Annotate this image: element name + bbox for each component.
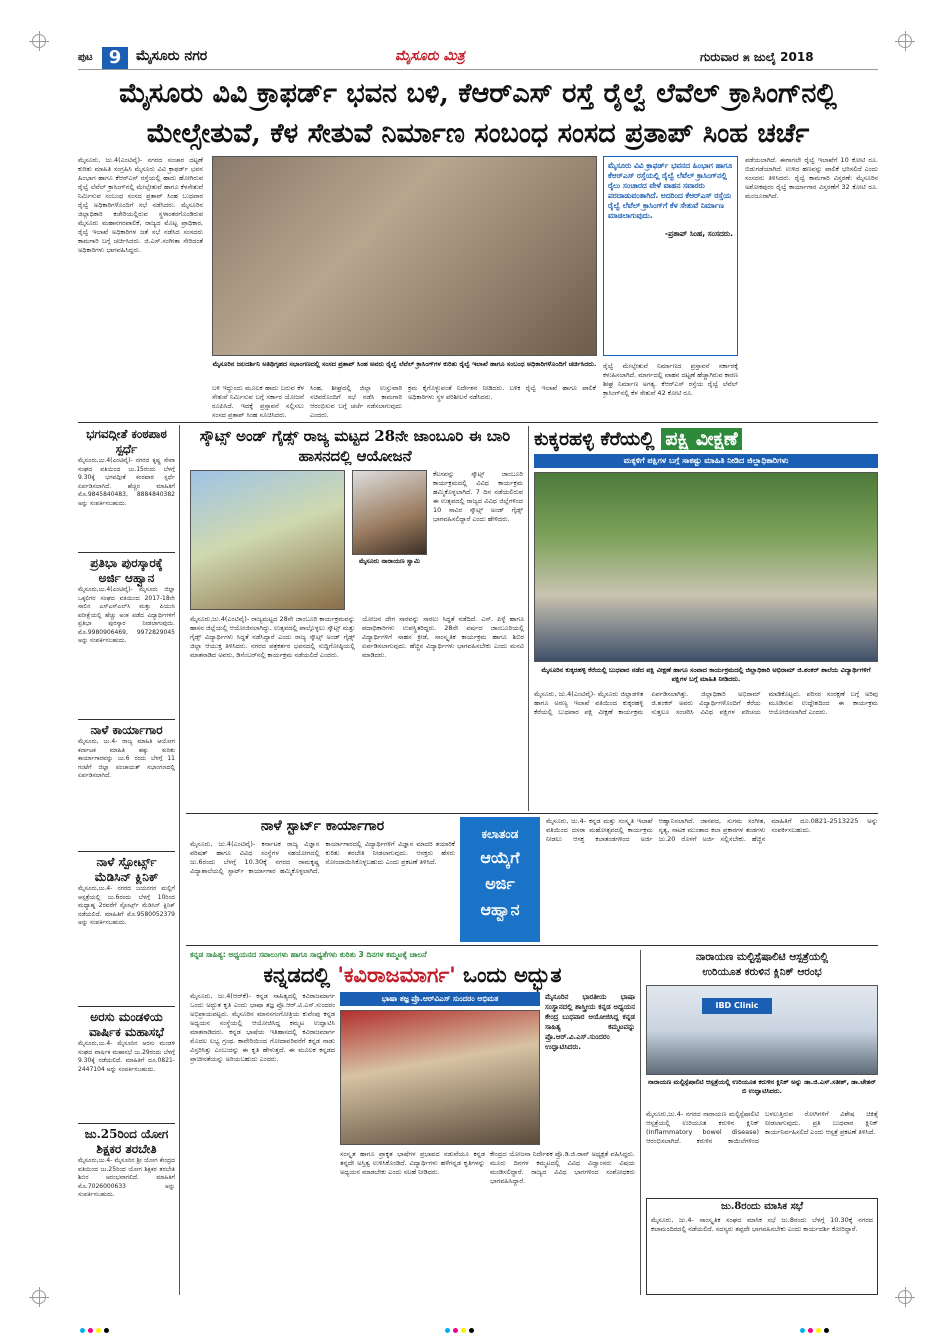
- brief-3-text: ಮೈಸೂರು, ಜು.4- ರಾಜ್ಯ ಮಾಹಿತಿ ಆಯೋಗ ಕರ್ನಾಟಕ ಮಾಹಿತಿ ಹಕ್ಕು ಕುರಿತು ಕಾರ್ಯಾಗಾರವನ್ನು ಜು.6 ರಂದು ಬೆಳಗ್ಗೆ 11 ಗಂಟೆಗೆ ಜಿಲ್ಲಾ ಪಂಚಾಯತ್ ಸಭಾಂಗಣದಲ್ಲಿ ಏರ್ಪಡಿಸಲಾಗಿದೆ.: [78, 738, 175, 779]
- kalatanda-line4: ಆಹ್ವಾನ: [480, 900, 520, 919]
- clinic-headline-line2: ಉರಿಯೂತ ಕರುಳಿನ ಕ್ಲಿನಿಕ್ ಆರಂಭ: [702, 966, 822, 978]
- registration-mark: [898, 34, 912, 48]
- page-label: ಪುಟ: [78, 52, 93, 63]
- birds-photo-caption: ಮೈಸೂರಿನ ಕುಕ್ಕರಹಳ್ಳಿ ಕೆರೆಯಲ್ಲಿ ಬುಧವಾರ ನಡೆದ ಪಕ್ಷಿ ವೀಕ್ಷಣೆ ಹಾಗೂ ಸಂವಾದ ಕಾರ್ಯಕ್ರಮದಲ್ಲಿ ಜಿಲ್ಲಾಧಿಕಾರಿ ಅಭಿರಾಮ್ ಜಿ.ಶಂಕರ್ ಶಾಲೆಯ ವಿದ್ಯಾರ್ಥಿಗಳಿಗೆ ಪಕ್ಷಿಗಳ ಬಗ್ಗೆ ಮಾಹಿತಿ ನೀಡಿದರು.: [541, 666, 871, 683]
- column-rule: [528, 426, 529, 811]
- registration-mark: [898, 1290, 912, 1304]
- section-divider: [186, 813, 878, 814]
- kalatanda-body: ಮೈಸೂರು, ಜು.4- ಕನ್ನಡ ಮತ್ತು ಸಂಸ್ಕೃತಿ ಇಲಾಖೆ ವತಿಯಿಂದ ದಸರಾ ಮಹೋತ್ಸವದಲ್ಲಿ ಕಾರ್ಯಕ್ರಮ ನೀಡಲು ಆಸಕ್ತ ಕಲಾತಂಡಗಳಿಂದ ಅರ್ಜಿ ಆಹ್ವಾನಿಸಲಾಗಿದೆ. ಜಾನಪದ, ಸುಗಮ ಸಂಗೀತ, ನೃತ್ಯ, ನಾಟಕ ಮುಂತಾದ ಕಲಾ ಪ್ರಕಾರಗಳ ತಂಡಗಳು ಜು.20 ರೊಳಗೆ ಅರ್ಜಿ ಸಲ್ಲಿಸಬೇಕು. ಹೆಚ್ಚಿನ ಮಾಹಿತಿಗೆ ದೂ.0821-2513225 ಅನ್ನು ಸಂಪರ್ಕಿಸಬಹುದು.: [546, 817, 878, 843]
- section-name: ಮೈಸೂರು ನಗರ: [136, 48, 208, 64]
- lead-photo-caption: ಮೈಸೂರಿನ ಜಲದರ್ಶಿನಿ ಅತಿಥಿಗೃಹದ ಸಭಾಂಗಣದಲ್ಲಿ ಸಂಸದ ಪ್ರತಾಪ್ ಸಿಂಹ ಅವರು ರೈಲ್ವೆ ಲೆವೆಲ್ ಕ್ರಾಸಿಂಗ್‌ಗಳ ಕುರಿತು ರೈಲ್ವೆ ಇಲಾಖೆ ಹಾಗೂ ಸಂಬಂಧ ಅಧಿಕಾರಿಗಳೊಂದಿಗೆ ಚರ್ಚಿಸಿದರು.: [212, 360, 597, 368]
- column-rule: [640, 950, 641, 1295]
- scouts-photo: [190, 470, 345, 610]
- brief-6-text: ಮೈಸೂರು,ಜು.4- ಮೈಸೂರಿನ ಶ್ರೀ ಯೋಗ ಕೇಂದ್ರದ ವತಿಯಿಂದ ಜು.25ರಿಂದ ಯೋಗ ಶಿಕ್ಷಕರ ತರಬೇತಿ ಶಿಬಿರ ಆರಂಭವಾಗಲಿದೆ. ಮಾಹಿತಿಗೆ ಮೊ.7026000633 ಅನ್ನು ಸಂಪರ್ಕಿಸಬಹುದು.: [78, 1157, 175, 1198]
- start-body: ಮೈಸೂರು, ಜು.4(ಎಂಟಿವೈ)- ಕರ್ನಾಟಕ ರಾಜ್ಯ ವಿಜ್ಞಾನ ಪರಿಷತ್ ಹಾಗೂ ವಿವಿಧ ಸಂಸ್ಥೆಗಳ ಸಹಯೋಗದಲ್ಲಿ ಜು.6ರಂದು ಬೆಳಗ್ಗೆ 10.30ಕ್ಕೆ ನಗರದ ರಾಮಕೃಷ್ಣ ವಿದ್ಯಾಶಾಲೆಯಲ್ಲಿ ಸ್ಟಾರ್ಟ್ ಕಾರ್ಯಾಗಾರ ಹಮ್ಮಿಕೊಳ್ಳಲಾಗಿದೆ. ಕಾರ್ಯಾಗಾರದಲ್ಲಿ ವಿದ್ಯಾರ್ಥಿಗಳಿಗೆ ವಿಜ್ಞಾನ ಮಾದರಿ ತಯಾರಿಕೆ ಕುರಿತು ತರಬೇತಿ ನೀಡಲಾಗುವುದು. ಆಸಕ್ತರು ಹೆಸರು ನೋಂದಾಯಿಸಿಕೊಳ್ಳಬಹುದು ಎಂದು ಪ್ರಕಟಣೆ ತಿಳಿಸಿದೆ.: [190, 840, 455, 875]
- birds-headline-accent: ಪಕ್ಷಿ ವೀಕ್ಷಣೆ: [661, 428, 742, 450]
- registration-mark: [32, 34, 46, 48]
- lead-col-5: ರೈಲ್ವೆ ಮೇಲ್ಸೇತುವೆ ನಿರ್ಮಾಣದ ಪ್ರಸ್ತಾವನೆ ಸರ್ಕಾರಕ್ಕೆ ಕಳುಹಿಸಲಾಗಿದೆ. ಮಾರ್ಗದಲ್ಲಿ ವಾಹನ ದಟ್ಟಣೆ ಹೆಚ್ಚಾಗಿರುವ ಕಾರಣ ಶೀಘ್ರ ನಿರ್ಮಾಣ ಅಗತ್ಯ. ಕೆಆರ್‌ಎಸ್ ರಸ್ತೆಯ ರೈಲ್ವೆ ಲೆವೆಲ್ ಕ್ರಾಸಿಂಗ್‌ನಲ್ಲಿ ಕೆಳ ಸೇತುವೆ 42 ಕೋಟಿ ರೂ.: [603, 362, 738, 397]
- clinic-headline-line1: ನಾರಾಯಣ ಮಲ್ಟಿಸ್ಪೆಷಾಲಿಟಿ ಆಸ್ಪತ್ರೆಯಲ್ಲಿ: [695, 951, 829, 963]
- scouts-headline: ಸ್ಕೌಟ್ಸ್ ಅಂಡ್ ಗೈಡ್ಸ್ ರಾಜ್ಯ ಮಟ್ಟದ 28ನೇ ಜಾಂಬೂರಿ ಈ ಬಾರಿ ಹಾಸನದಲ್ಲಿ ಆಯೋಜನೆ: [199, 427, 511, 465]
- birds-photo: [534, 472, 878, 662]
- print-color-dots: [445, 1318, 505, 1326]
- clinic-sign: IBD Clinic: [702, 998, 772, 1014]
- clinic-headline: [646, 950, 878, 980]
- kalatanda-line2: ಆಯ್ಕೆಗೆ: [480, 848, 520, 867]
- brief-4-head: ನಾಳೆ ಸ್ಪೋರ್ಟ್ಸ್ ಮೆಡಿಸಿನ್ ಕ್ಲಿನಿಕ್: [94, 855, 159, 884]
- start-headline: ನಾಳೆ ಸ್ಟಾರ್ಟ್ ಕಾರ್ಯಾಗಾರ: [260, 818, 385, 834]
- portrait-caption: ಮೈಸೂರು ನಾರಾಯಣ ಸ್ವಾಮಿ: [358, 557, 421, 565]
- scouts-col-right: ಕೆಲಸವನ್ನು ಸ್ಕೌಟ್ಸ್ ಜಾಂಬೂರಿ ಕಾರ್ಯಕ್ರಮದಲ್ಲಿ ವಿವಿಧ ಕಾರ್ಯಕ್ರಮ ಹಮ್ಮಿಕೊಳ್ಳಲಾಗಿದೆ. 7 ದಿನ ನಡೆಯಲಿರುವ ಈ ಉತ್ಸವದಲ್ಲಿ ರಾಜ್ಯದ ವಿವಿಧ ಜಿಲ್ಲೆಗಳಿಂದ 10 ಸಾವಿರ ಸ್ಕೌಟ್ಸ್ ಅಂಡ್ ಗೈಡ್ಸ್ ಭಾಗವಹಿಸಲಿದ್ದಾರೆ ಎಂದು ಹೇಳಿದರು.: [433, 470, 523, 523]
- lead-col-1: ಮೈಸೂರು, ಜು.4(ಎಂಟಿವೈ)- ನಗರದ ಸಂಚಾರ ದಟ್ಟಣೆ ಕುರಿತು ಮಾಹಿತಿ ಸಂಗ್ರಹಿಸಿ ಮೈಸೂರು ವಿವಿ ಕ್ರಾಫರ್ಡ್ ಭವನ ಹಿಂಭಾಗ ಹಾಗೂ ಕೆಆರ್‌ಎಸ್ ರಸ್ತೆಯಲ್ಲಿ ಹಾದು ಹೋಗಿರುವ ರೈಲ್ವೆ ಲೆವೆಲ್ ಕ್ರಾಸಿಂಗ್‌ನಲ್ಲಿ ಮೇಲ್ಸೇತುವೆ ಹಾಗೂ ಕೆಳಸೇತುವೆ ನಿರ್ಮಿಸುವ ಸಂಬಂಧ ಸಂಸದ ಪ್ರತಾಪ್ ಸಿಂಹ ಬುಧವಾರ ರೈಲ್ವೆ ಅಧಿಕಾರಿಗಳೊಂದಿಗೆ ಸಭೆ ನಡೆಸಿದರು. ಮೈಸೂರಿನ ಜಿಲ್ಲಾಧಿಕಾರಿ ಕಚೇರಿಯಲ್ಲಿರುವ ಸ್ಥಳಾಂತರಗೊಂಡಿರುವ ಮೈಸೂರು ಮಹಾನಗರಪಾಲಿಕೆ, ರಾಜ್ಯದ ಮೊಟ್ಟ ಪ್ರಾಧಿಕಾರ, ರೈಲ್ವೆ ಇಲಾಖೆ ಅಧಿಕಾರಿಗಳ ಜತೆ ಸಭೆ ನಡೆಸಿದ ಸಂಸದರು ಕಾಮಗಾರಿ ಬಗ್ಗೆ ಚರ್ಚಿಸಿದರು. ಜಿ.ಎಸ್.ಸಂಗೀತಾ ಸೇರಿದಂತೆ ಅಧಿಕಾರಿಗಳು ಭಾಗವಹಿಸಿದ್ದರು.: [78, 156, 203, 254]
- print-color-dots: [80, 1318, 140, 1326]
- section-divider: [186, 945, 878, 946]
- brief-5-text: ಮೈಸೂರು,ಜು.4- ಮೈಸೂರಿನ ಅರಸು ಮಂಡಳಿ ಸಂಘದ ವಾರ್ಷಿಕ ಮಹಾಸಭೆ ಜು.29ರಂದು ಬೆಳಗ್ಗೆ 9.30ಕ್ಕೆ ನಡೆಯಲಿದೆ. ಮಾಹಿತಿಗೆ ದೂ.0821-2447104 ಅನ್ನು ಸಂಪರ್ಕಿಸಬಹುದು.: [78, 1040, 175, 1073]
- kaviraja-col-1: ಮೈಸೂರು, ಜು.4(ಆರ್‌ಕೆ)- ಕನ್ನಡ ಸಾಹಿತ್ಯದಲ್ಲಿ ಕವಿರಾಜಮಾರ್ಗ ಒಂದು ಅದ್ಭುತ ಕೃತಿ ಎಂದು ಭಾಷಾ ತಜ್ಞ ಪ್ರೊ.ಆರ್.ವಿ.ಎಸ್.ಸುಂದರಂ ಅಭಿಪ್ರಾಯಪಟ್ಟರು. ಮೈಸೂರಿನ ಮಾನಸಗಂಗೋತ್ರಿಯ ಕುವೆಂಪು ಕನ್ನಡ ಅಧ್ಯಯನ ಸಂಸ್ಥೆಯಲ್ಲಿ ಆಯೋಜಿಸಿದ್ದ ಕಮ್ಮಟ ಉದ್ಘಾಟಿಸಿ ಮಾತನಾಡಿದರು. ಕನ್ನಡ ಭಾಷೆಯ ಇತಿಹಾಸದಲ್ಲಿ ಕವಿರಾಜಮಾರ್ಗ ಮೊದಲ ಲಭ್ಯ ಗ್ರಂಥ. ಕಾವೇರಿಯಿಂದ ಗೋದಾವರಿವರೆಗೆ ಕನ್ನಡ ನಾಡು ವಿಸ್ತರಿಸಿತ್ತು ಎಂಬುದನ್ನು ಈ ಕೃತಿ ಹೇಳುತ್ತದೆ. ಈ ಮೂಲಕ ಕನ್ನಡದ ಪ್ರಾಚೀನತೆಯನ್ನು ಅರಿಯಬಹುದು ಎಂದರು.: [190, 992, 335, 1063]
- lead-photo: [212, 156, 597, 356]
- meeting-head: ಜು.8ರಂದು ಮಾಸಿಕ ಸಭೆ: [720, 1201, 804, 1212]
- clinic-body: ಮೈಸೂರು,ಜು.4- ನಗರದ ನಾರಾಯಣ ಮಲ್ಟಿಸ್ಪೆಷಾಲಿಟಿ ಆಸ್ಪತ್ರೆಯಲ್ಲಿ ಉರಿಯೂತ ಕರುಳಿನ ಕ್ಲಿನಿಕ್ (Inflammatory bowel disease) ಆರಂಭಿಸಲಾಗಿದೆ. ಕರುಳಿನ ಕಾಯಿಲೆಗಳಿಂದ ಬಳಲುತ್ತಿರುವ ರೋಗಿಗಳಿಗೆ ವಿಶೇಷ ಚಿಕಿತ್ಸೆ ನೀಡಲಾಗುವುದು. ಪ್ರತಿ ಬುಧವಾರ ಕ್ಲಿನಿಕ್ ಕಾರ್ಯನಿರ್ವಹಿಸಲಿದೆ ಎಂದು ಆಸ್ಪತ್ರೆ ಪ್ರಕಟಣೆ ತಿಳಿಸಿದೆ.: [646, 1110, 878, 1145]
- brief-6-head: ಜು.25ರಿಂದ ಯೋಗ ಶಿಕ್ಷಕರ ತರಬೇತಿ: [84, 1127, 169, 1156]
- lead-quote: ಮೈಸೂರು ವಿವಿ ಕ್ರಾಫರ್ಡ್ ಭವನದ ಹಿಂಭಾಗ ಹಾಗೂ ಕೆಆರ್‌ಎಸ್ ರಸ್ತೆಯಲ್ಲಿ ರೈಲ್ವೆ ಲೆವೆಲ್ ಕ್ರಾಸಿಂಗ್‌ನಲ್ಲಿ ರೈಲು ಸಂಚಾರದ ವೇಳೆ ವಾಹನ ಸವಾರರು ಪರದಾಡುವಂತಾಗಿದೆ. ಅದರಿಂದ ಕೆಆರ್‌ಎಸ್ ರಸ್ತೆಯ ರೈಲ್ವೆ ಲೆವೆಲ್ ಕ್ರಾಸಿಂಗ್‌ಗೆ ಕೆಳ ಸೇತುವೆ ನಿರ್ಮಾಣ ಮಾಡಲಾಗುವುದು.: [608, 161, 733, 220]
- clinic-photo: [646, 985, 878, 1075]
- briefs-sidebar: [78, 425, 180, 1295]
- kalatanda-box: [460, 817, 540, 942]
- page-number-box: [78, 47, 130, 69]
- lead-headline: [78, 74, 878, 154]
- kaviraja-sidebar-quote: ಮೈಸೂರಿನ ಭಾರತೀಯ ಭಾಷಾ ಸಂಸ್ಥಾನದಲ್ಲಿ ಶಾಸ್ತ್ರೀಯ ಕನ್ನಡ ಅಧ್ಯಯನ ಕೇಂದ್ರ ಬುಧವಾರ ಆಯೋಜಿಸಿದ್ದ ಕನ್ನಡ ಸಾಹಿತ್ಯ ಕಮ್ಮಟವನ್ನು ಪ್ರೊ.ಆರ್.ವಿ.ಎಸ್.ಸುಂದರಂ ಉದ್ಘಾಟಿಸಿದರು.: [545, 993, 635, 1051]
- kaviraja-col-2: ಸಂಸ್ಕೃತ ಹಾಗೂ ಪ್ರಾಕೃತ ಭಾಷೆಗಳ ಪ್ರಭಾವದ ನಡುವೆಯೂ ಕನ್ನಡ ತನ್ನದೇ ಅಸ್ತಿತ್ವ ಉಳಿಸಿಕೊಂಡಿದೆ. ವಿದ್ಯಾರ್ಥಿಗಳು ಹಳೆಗನ್ನಡ ಕೃತಿಗಳನ್ನು ಅಧ್ಯಯನ ಮಾಡಬೇಕು ಎಂದು ಸಲಹೆ ನೀಡಿದರು.: [340, 1150, 485, 1176]
- lead-headline-line1: ಮೈಸೂರು ವಿವಿ ಕ್ರಾಫರ್ಡ್ ಭವನ ಬಳಿ, ಕೆಆರ್‌ಎಸ್ ರಸ್ತೆ ರೈಲ್ವೆ ಲೆವೆಲ್ ಕ್ರಾಸಿಂಗ್‌ನಲ್ಲಿ: [119, 78, 837, 109]
- clinic-photo-caption: ನಾರಾಯಣ ಮಲ್ಟಿಸ್ಪೆಷಾಲಿಟಿ ಆಸ್ಪತ್ರೆಯಲ್ಲಿ ಉರಿಯೂತ ಕರುಳಿನ ಕ್ಲಿನಿಕ್ ಅನ್ನು ಡಾ.ಜಿ.ಎಸ್.ಸತೀಶ್, ಡಾ.ಚೇತನ್ ಬಿ ಉದ್ಘಾಟಿಸಿದರು.: [648, 1078, 876, 1095]
- print-color-dots: [800, 1318, 860, 1326]
- meeting-box: [646, 1198, 878, 1295]
- section-divider: [78, 422, 878, 423]
- meeting-text: ಮೈಸೂರು, ಜು.4- ಸಾಂಸ್ಕೃತಿಕ ಸಂಘದ ಮಾಸಿಕ ಸಭೆ ಜು.8ರಂದು ಬೆಳಗ್ಗೆ 10.30ಕ್ಕೆ ನಗರದ ಕಲಾಮಂದಿರದಲ್ಲಿ ನಡೆಯಲಿದೆ. ಸದಸ್ಯರು ತಪ್ಪದೇ ಭಾಗವಹಿಸಬೇಕು ಎಂದು ಕಾರ್ಯದರ್ಶಿ ಕೋರಿದ್ದಾರೆ.: [651, 1216, 873, 1233]
- lead-col-6: ಪಡೆಯಲಾಗಿದೆ. ಈಗಾಗಲೇ ರೈಲ್ವೆ ಇಲಾಖೆಗೆ 10 ಕೋಟಿ ರೂ. ಬಿಡುಗಡೆಯಾಗಿದೆ. ಉಳಿದ ಹಣವನ್ನು ಪಾಲಿಕೆ ಭರಿಸಲಿದೆ ಎಂದು ಸಂಸದರು ತಿಳಿಸಿದರು. ರೈಲ್ವೆ ಕಾಮಗಾರಿ ವಿಸ್ತರಣೆ: ಮೈಸೂರಿನ ಅಶೋಕಪುರಂ ರೈಲ್ವೆ ಕಾರ್ಯಾಗಾರ ವಿಸ್ತರಣೆಗೆ 32 ಕೋಟಿ ರೂ. ಮಂಜೂರಾಗಿದೆ.: [745, 156, 878, 200]
- brief-3-head: ನಾಳೆ ಕಾರ್ಯಾಗಾರ: [90, 723, 163, 737]
- birds-subhead: ಮಕ್ಕಳಿಗೆ ಪಕ್ಷಿಗಳ ಬಗ್ಗೆ ಸಾಕಷ್ಟು ಮಾಹಿತಿ ನೀಡಿದ ಜಿಲ್ಲಾಧಿಕಾರಿಗಳು: [534, 454, 878, 468]
- scouts-body-a: ಮೈಸೂರು,ಜು.4(ಎಂಟಿವೈ)- ರಾಜ್ಯಮಟ್ಟದ 28ನೇ ಜಾಂಬೂರಿ ಕಾರ್ಯಕ್ರಮವನ್ನು ಹಾಸನ ಜಿಲ್ಲೆಯಲ್ಲಿ ಆಯೋಜಿಸಲಾಗಿದ್ದು, ಉತ್ಸವದಲ್ಲಿ ಪಾಲ್ಗೊಳ್ಳಲು ಸ್ಕೌಟ್ಸ್ ಮತ್ತು ಗೈಡ್ಸ್ ವಿದ್ಯಾರ್ಥಿಗಳು ಸಿದ್ಧತೆ ನಡೆಸಿದ್ದಾರೆ ಎಂದು ರಾಜ್ಯ ಸ್ಕೌಟ್ಸ್ ಅಂಡ್ ಗೈಡ್ಸ್ ಜಿಲ್ಲಾ ಆಯುಕ್ತ ತಿಳಿಸಿದರು. ನಗರದ ಪತ್ರಕರ್ತರ ಭವನದಲ್ಲಿ ಸುದ್ದಿಗೋಷ್ಠಿಯಲ್ಲಿ ಮಾತನಾಡಿದ ಅವರು, ಡಿಸೆಂಬರ್‌ನಲ್ಲಿ ಕಾರ್ಯಕ್ರಮ ನಡೆಯಲಿದೆ ಎಂದರು.: [190, 615, 355, 659]
- kaviraja-photo: [340, 1010, 540, 1145]
- kaviraja-headline: [190, 962, 635, 988]
- kaviraja-headline-c: ಒಂದು ಅದ್ಭುತ: [462, 962, 562, 987]
- brief-2-head: ಪ್ರತಿಭಾ ಪುರಸ್ಕಾರಕ್ಕೆ ಅರ್ಜಿ ಆಹ್ವಾನ: [90, 556, 163, 585]
- lead-col-4: ಕ್ರಮ ಕೈಗೊಳ್ಳುವಂತೆ ನಿರ್ದೇಶನ ನೀಡಿದರು. ಬಳಿಕ ರೈಲ್ವೆ ಇಲಾಖೆ ಹಾಗೂ ಪಾಲಿಕೆ ಅಧಿಕಾರಿಗಳು ಸ್ಥಳ ಪರಿಶೀಲನೆ ನಡೆಸಿದರು.: [408, 384, 596, 401]
- birds-headline: [534, 428, 878, 450]
- brief-5-head: ಅರಸು ಮಂಡಳಿಯ ವಾರ್ಷಿಕ ಮಹಾಸಭೆ: [89, 1010, 164, 1039]
- lead-quote-box: [603, 156, 738, 356]
- kaviraja-subbar: ಭಾಷಾ ತಜ್ಞ ಪ್ರೊ.ಆರ್‌ವಿಎಸ್ ಸುಂದರಂ ಅಭಿಮತ: [340, 992, 540, 1006]
- birds-headline-main: ಕುಕ್ಕರಹಳ್ಳಿ ಕೆರೆಯಲ್ಲಿ: [534, 428, 655, 450]
- birds-body: ಮೈಸೂರು, ಜು.4(ಎಂಟಿವೈ)- ಮೈಸೂರು ಜಿಲ್ಲಾಡಳಿತ ಹಾಗೂ ಅರಣ್ಯ ಇಲಾಖೆ ವತಿಯಿಂದ ಕುಕ್ಕರಹಳ್ಳಿ ಕೆರೆಯಲ್ಲಿ ಬುಧವಾರ ಪಕ್ಷಿ ವೀಕ್ಷಣೆ ಕಾರ್ಯಕ್ರಮ ಏರ್ಪಡಿಸಲಾಗಿತ್ತು. ಜಿಲ್ಲಾಧಿಕಾರಿ ಅಭಿರಾಮ್ ಜಿ.ಶಂಕರ್ ಅವರು ವಿದ್ಯಾರ್ಥಿಗಳೊಂದಿಗೆ ಕೆರೆಯ ಸುತ್ತಲೂ ಸಂಚರಿಸಿ ವಿವಿಧ ಪಕ್ಷಿಗಳ ಪರಿಚಯ ಮಾಡಿಕೊಟ್ಟರು. ಪರಿಸರ ಸಂರಕ್ಷಣೆ ಬಗ್ಗೆ ಅರಿವು ಮೂಡಿಸುವ ಉದ್ದೇಶದಿಂದ ಈ ಕಾರ್ಯಕ್ರಮ ಆಯೋಜಿಸಲಾಗಿದೆ ಎಂದರು.: [534, 690, 878, 716]
- scouts-body-b: ಯೋಜನ ದೇಗ ಸಾರವನ್ನು ಸಾರಲು ಸಿದ್ಧತೆ ನಡೆದಿದೆ. ಎಸ್. ಪಿಳ್ಳೆ ಹಾಗೂ ಪದಾಧಿಕಾರಿಗಳು ಉಪಸ್ಥಿತರಿದ್ದರು. 28ನೇ ವರ್ಷದ ಜಾಂಬೂರಿಯಲ್ಲಿ ವಿದ್ಯಾರ್ಥಿಗಳಿಗೆ ಸಾಹಸ ಕ್ರೀಡೆ, ಸಾಂಸ್ಕೃತಿಕ ಕಾರ್ಯಕ್ರಮ ಹಾಗೂ ಶಿಬಿರ ಏರ್ಪಡಿಸಲಾಗುವುದು. ಹೆಚ್ಚಿನ ವಿದ್ಯಾರ್ಥಿಗಳು ಭಾಗವಹಿಸಬೇಕು ಎಂದು ಮನವಿ ಮಾಡಿದರು.: [362, 615, 524, 659]
- brief-4-text: ಮೈಸೂರು,ಜು.4- ನಗರದ ಜಯನಗರ ಮಲ್ಲಿಗೆ ಆಸ್ಪತ್ರೆಯಲ್ಲಿ ಜು.6ರಂದು ಬೆಳಗ್ಗೆ 10ರಿಂದ ಮಧ್ಯಾಹ್ನ 2ರವರೆಗೆ ಸ್ಪೋರ್ಟ್ಸ್ ಮೆಡಿಸಿನ್ ಕ್ಲಿನಿಕ್ ನಡೆಯಲಿದೆ. ಮಾಹಿತಿಗೆ ಮೊ.9580052379 ಅನ್ನು ಸಂಪರ್ಕಿಸಬಹುದು.: [78, 885, 175, 926]
- registration-mark: [32, 1290, 46, 1304]
- portrait-photo: [352, 470, 427, 555]
- kaviraja-kicker: ಕನ್ನಡ ಸಾಹಿತ್ಯ: ಅಧ್ಯಯನದ ಸವಾಲುಗಳು ಹಾಗೂ ಸಾಧ್ಯತೆಗಳು ಕುರಿತು 3 ದಿನಗಳ ಕಮ್ಮಟಕ್ಕೆ ಚಾಲನೆ: [190, 950, 427, 959]
- kaviraja-headline-b: 'ಕವಿರಾಜಮಾರ್ಗ': [337, 962, 456, 987]
- lead-col-3: ಸಿಂಹ, ಶೀಘ್ರದಲ್ಲಿ ಜಿಲ್ಲಾ ಉಸ್ತುವಾರಿ ಸಚಿವರೊಂದಿಗೆ ಸಭೆ ನಡೆಸಿ ಕಾಮಗಾರಿ ಆರಂಭಿಸುವ ಬಗ್ಗೆ ಚರ್ಚೆ ನಡೆಸಲಾಗುವುದು ಎಂದರು.: [310, 384, 402, 419]
- kaviraja-col-3: ಕೇಂದ್ರದ ಯೋಜನಾ ನಿರ್ದೇಶಕ ಪ್ರೊ.ಡಿ.ಜಿ.ರಾವ್ ಅಧ್ಯಕ್ಷತೆ ವಹಿಸಿದ್ದರು. ಮೂರು ದಿನಗಳ ಕಮ್ಮಟದಲ್ಲಿ ವಿವಿಧ ವಿದ್ವಾಂಸರು ವಿಷಯ ಮಂಡಿಸಲಿದ್ದಾರೆ. ರಾಜ್ಯದ ವಿವಿಧ ಭಾಗಗಳಿಂದ ಸಂಶೋಧಕರು ಭಾಗವಹಿಸಿದ್ದಾರೆ.: [490, 1150, 635, 1185]
- lead-headline-line2: ಮೇಲ್ಸೇತುವೆ, ಕೆಳ ಸೇತುವೆ ನಿರ್ಮಾಣ ಸಂಬಂಧ ಸಂಸದ ಪ್ರತಾಪ್ ಸಿಂಹ ಚರ್ಚೆ: [146, 118, 810, 149]
- kalatanda-line3: ಅರ್ಜಿ: [485, 874, 515, 893]
- lead-col-2: ಬಳಿ ಇದ್ದುಂದು ಮೂಲಕ ಹಾದು ಬರುವ ಕೆಳ ಸೇತುವೆ ನಿರ್ಮಿಸುವ ಬಗ್ಗೆ ಸರ್ಕಾರ ಯೋಜನೆ ರೂಪಿಸಿದೆ. ಇದಕ್ಕೆ ಪ್ರಸ್ತಾವನೆ ಸಲ್ಲಿಸಲು ಸಂಸದ ಪ್ರತಾಪ್ ಸಿಂಹ ಸೂಚಿಸಿದರು.: [212, 384, 304, 419]
- paper-name: ಮೈಸೂರು ಮಿತ್ರ: [395, 48, 465, 64]
- lead-quote-author: -ಪ್ರತಾಪ್ ಸಿಂಹ, ಸಂಸದರು.: [664, 229, 733, 238]
- page-number: 9: [102, 47, 128, 69]
- kaviraja-headline-a: ಕನ್ನಡದಲ್ಲಿ: [263, 962, 331, 987]
- brief-2-text: ಮೈಸೂರು,ಜು.4(ಎಂಟಿವೈ)- ಮೈಸೂರು ಜಿಲ್ಲಾ ಒಕ್ಕಲಿಗರ ಸಂಘದ ವತಿಯಿಂದ 2017-18ನೇ ಸಾಲಿನ ಎಸ್‌ಎಸ್‌ಎಲ್‌ಸಿ ಮತ್ತು ಪಿಯುಸಿ ಪರೀಕ್ಷೆಯಲ್ಲಿ ಹೆಚ್ಚು ಅಂಕ ಪಡೆದ ವಿದ್ಯಾರ್ಥಿಗಳಿಗೆ ಪ್ರತಿಭಾ ಪುರಸ್ಕಾರ ನೀಡಲಾಗುವುದು. ಮೊ.9980906469, 9972829045 ಅನ್ನು ಸಂಪರ್ಕಿಸಬಹುದು.: [78, 586, 175, 644]
- brief-1-head: ಭಗವದ್ಗೀತೆ ಕಂಠಪಾಠ ಸ್ಪರ್ಧೆ: [86, 427, 167, 456]
- issue-date: ಗುರುವಾರ ೫ ಜುಲೈ 2018: [700, 50, 814, 64]
- kalatanda-line1: ಕಲಾತಂಡ: [481, 827, 519, 841]
- brief-1-text: ಮೈಸೂರು,ಜು.4(ಎಂಟಿವೈ)- ನಗರದ ಕೃಷ್ಣ ಸೇವಾ ಸಂಘದ ವತಿಯಿಂದ ಜು.15ರಂದು ಬೆಳಗ್ಗೆ 9.30ಕ್ಕೆ ಭಗವದ್ಗೀತೆ ಕಂಠಪಾಠ ಸ್ಪರ್ಧೆ ಏರ್ಪಡಿಸಲಾಗಿದೆ. ಹೆಚ್ಚಿನ ಮಾಹಿತಿಗೆ ಮೊ.9845840483, 8884840382 ಅನ್ನು ಸಂಪರ್ಕಿಸಬಹುದು.: [78, 457, 175, 507]
